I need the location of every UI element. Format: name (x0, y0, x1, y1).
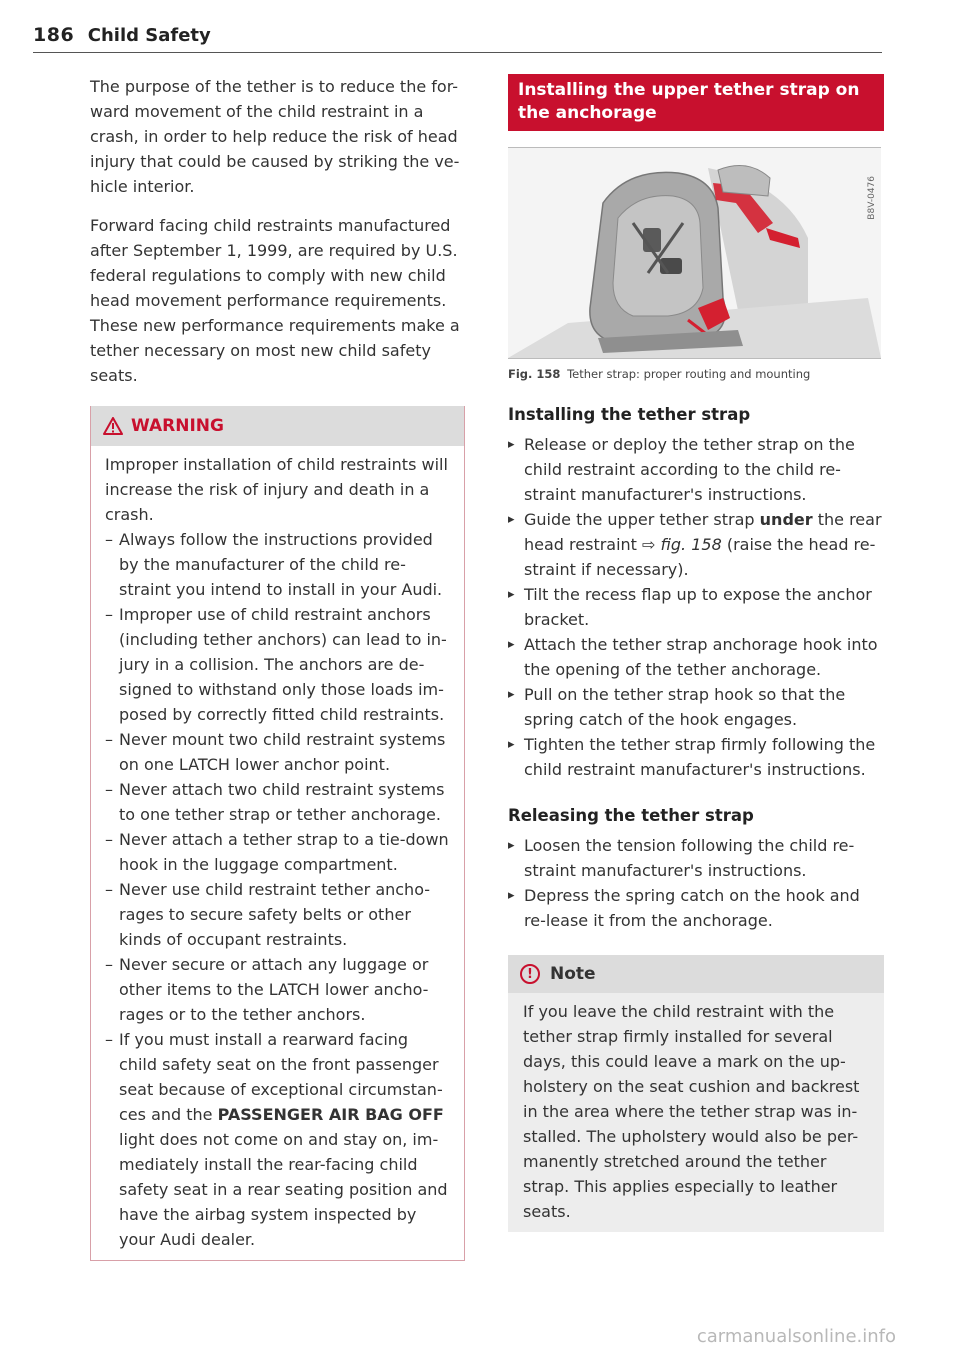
warning-item: – Always follow the instructions provided by the manufacturer of the child re-straint you intend to install in your Audi. (105, 527, 450, 602)
figure-caption-text: Tether strap: proper routing and mounting (567, 367, 811, 381)
right-column (508, 74, 884, 1232)
note-body: If you leave the child restraint with the tether strap firmly installed for several days, this could leave a mark on the up-holstery on the seat cushion and backrest in the area where the tether strap was in-stalled. The upholstery would also be per-manently stretched around the tether strap. This applies especially to leather seats. (523, 1002, 860, 1221)
intro-paragraph: The purpose of the tether is to reduce the for-ward movement of the child restraint in a crash, in order to help reduce the risk of head injury that could be caused by striking the ve-hicle interior. (90, 77, 460, 196)
airbag-off-label: PASSENGER AIR BAG OFF (217, 1105, 444, 1124)
warning-item: – Never attach two child restraint systems to one tether strap or tether anchorage. (105, 777, 450, 827)
figure-caption (508, 367, 884, 381)
warning-item: – Never mount two child restraint systems on one LATCH lower anchor point. (105, 727, 450, 777)
note-box (508, 955, 884, 1232)
regulation-paragraph: Forward facing child restraints manufactured after September 1, 1999, are required by U.S. federal regulations to comply with new child head movement performance requirements. These new performance requirements make a tether necessary on most new child safety seats. (90, 216, 460, 385)
step-text: Guide the upper tether strap (524, 510, 755, 529)
warning-item: – Improper use of child restraint anchors (including tether anchors) can lead to in-jury in a collision. The anchors are de-signed to withstand only those loads im-posed by correctly fitted child restraints. (105, 602, 450, 727)
warning-intro: Improper installation of child restraints will increase the risk of injury and death in a crash. (105, 455, 448, 524)
warning-body (91, 446, 464, 1260)
warning-item: – Never secure or attach any luggage or other items to the LATCH lower ancho-rages or to the tether anchors. (105, 952, 450, 1027)
chapter-title: Child Safety (87, 25, 211, 46)
warning-item: – Never attach a tether strap to a tie-down hook in the luggage compartment. (105, 827, 450, 877)
figure-caption-label: Fig. 158 (508, 367, 561, 381)
note-title: Note (550, 964, 596, 984)
note-header (508, 955, 884, 993)
figure-158 (508, 147, 881, 359)
figure-reference-link[interactable]: ⇨ fig. 158 (642, 535, 722, 554)
install-heading: Installing the tether strap (508, 405, 751, 424)
warning-text: If you must install a rearward facing child safety seat on the front passenger seat because of exceptional circumstan-ces and the (119, 1030, 443, 1124)
step-emphasis: under (759, 510, 813, 529)
warning-item-airbag (105, 1027, 450, 1252)
release-steps (508, 833, 884, 933)
info-circle-icon: ! (520, 964, 540, 984)
warning-header (91, 406, 464, 446)
section-title: Installing the upper tether strap on the anchorage (508, 74, 884, 131)
warning-list (105, 527, 450, 1252)
install-step: ▸ Tilt the recess flap up to expose the anchor bracket. (508, 582, 884, 632)
step-text: the rear head restraint (524, 510, 882, 554)
install-steps (508, 432, 884, 782)
warning-box (90, 406, 465, 1261)
install-step: ▸ Pull on the tether strap hook so that the spring catch of the hook engages. (508, 682, 884, 732)
warning-text: light does not come on and stay on, im-mediately install the rear-facing child safety seat in a rear seating position and have the airbag system inspected by your Audi dealer. (119, 1130, 448, 1249)
watermark: carmanualsonline.info (696, 1326, 896, 1347)
left-column (90, 74, 465, 1261)
figure-id-label: B8V-0476 (867, 176, 877, 220)
warning-item: – Never use child restraint tether ancho-rages to secure safety belts or other kinds of occupant restraints. (105, 877, 450, 952)
release-heading: Releasing the tether strap (508, 806, 754, 825)
page-number: 186 (33, 24, 75, 46)
install-step: ▸ Release or deploy the tether strap on the child restraint according to the child re-straint manufacturer's instructions. (508, 432, 884, 507)
step-text: (raise the head re-straint if necessary). (524, 535, 876, 579)
release-step: ▸ Depress the spring catch on the hook and re-lease it from the anchorage. (508, 883, 884, 933)
install-step: ▸ Tighten the tether strap firmly following the child restraint manufacturer's instructions. (508, 732, 884, 782)
page-header (33, 24, 882, 53)
install-step: ▸ Attach the tether strap anchorage hook into the opening of the tether anchorage. (508, 632, 884, 682)
install-step (508, 507, 884, 582)
warning-triangle-icon (103, 417, 123, 435)
release-step: ▸ Loosen the tension following the child re-straint manufacturer's instructions. (508, 833, 884, 883)
child-seat-illustration (508, 148, 881, 358)
warning-title: WARNING (131, 416, 224, 436)
